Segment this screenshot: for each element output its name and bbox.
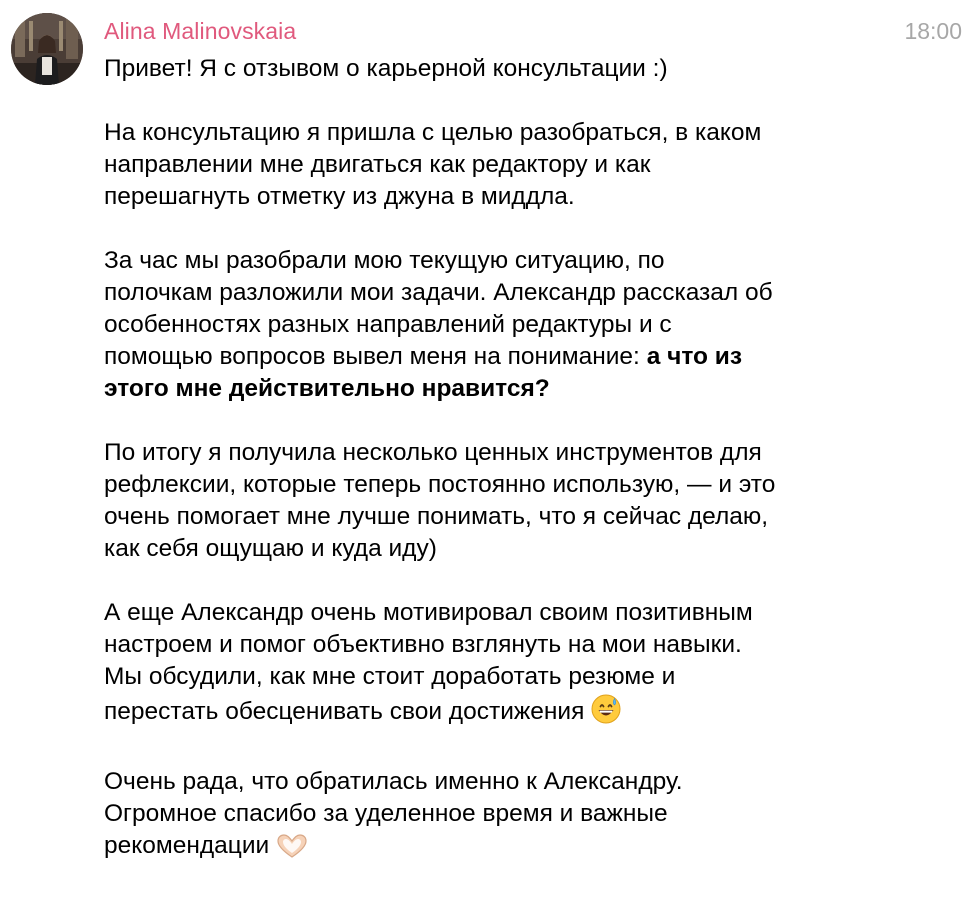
text-line: перешагнуть отметку из джуна в миддла. (104, 183, 575, 210)
text-line: особенностях разных направлений редактуры и с (104, 311, 672, 338)
text-line: направлении мне двигаться как редактору и как (104, 151, 651, 178)
paragraph-result (104, 437, 964, 565)
text-line: Мы обсудили, как мне стоит доработать резюме и (104, 663, 676, 690)
text-line-with-emoji (104, 693, 964, 734)
paragraph-thanks (104, 766, 964, 868)
message-timestamp: 18:00 (904, 18, 962, 44)
paragraph-session (104, 245, 964, 405)
text-line: За час мы разобрали мою текущую ситуацию, по (104, 247, 665, 274)
text-line-mixed (104, 341, 964, 373)
text-line: Огромное спасибо за уделенное время и важные (104, 800, 668, 827)
grinning-sweat-emoji (590, 693, 622, 734)
text-line: рефлексии, которые теперь постоянно использую, — и это (104, 471, 776, 498)
text-line: настроем и помог объективно взглянуть на мои навыки. (104, 631, 742, 658)
paragraph-motivation (104, 597, 964, 734)
bold-text: а что из (646, 343, 743, 370)
text-fragment: помощью вопросов вывел меня на понимание: (104, 343, 647, 370)
text-line: Привет! Я с отзывом о карьерной консультации :) (104, 55, 668, 82)
heart-hands-emoji (275, 833, 309, 868)
bold-text-line: этого мне действительно нравится? (104, 375, 550, 402)
text-line: На консультацию я пришла с целью разобраться, в каком (104, 119, 762, 146)
text-fragment: рекомендации (104, 832, 270, 859)
text-line: А еще Александр очень мотивировал своим позитивным (104, 599, 753, 626)
text-line: Очень рада, что обратилась именно к Александру. (104, 768, 683, 795)
message-text (104, 53, 964, 900)
text-line: полочкам разложили мои задачи. Александр рассказал об (104, 279, 773, 306)
avatar-photo (11, 13, 83, 85)
sender-name[interactable] (104, 14, 296, 48)
paragraph-goal (104, 117, 964, 213)
text-fragment: перестать обесценивать свои достижения (104, 698, 585, 725)
text-line: как себя ощущаю и куда иду) (104, 535, 437, 562)
text-line-with-emoji (104, 830, 964, 868)
text-line: очень помогает мне лучше понимать, что я сейчас делаю, (104, 503, 769, 530)
avatar[interactable] (11, 13, 83, 85)
sender-name-text: Alina Malinovskaia (104, 18, 297, 44)
text-line: По итогу я получила несколько ценных инструментов для (104, 439, 762, 466)
paragraph-greeting (104, 53, 964, 85)
